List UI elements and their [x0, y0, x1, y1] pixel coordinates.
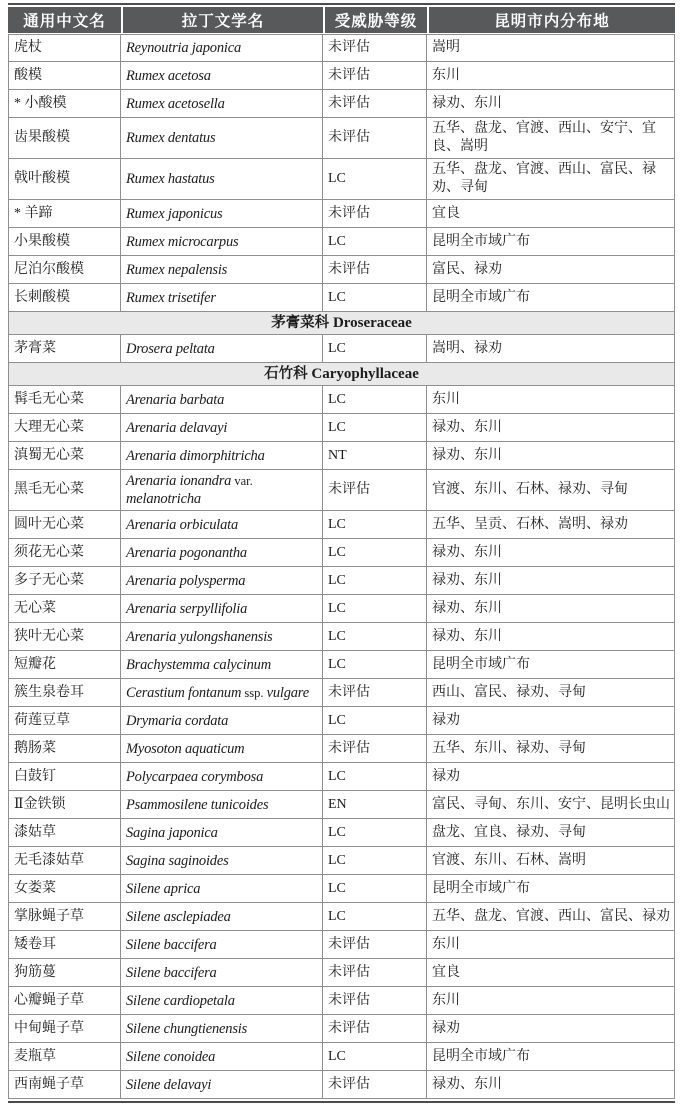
common-name-cell: 矮卷耳: [8, 931, 121, 959]
family-header-cell: [8, 312, 675, 335]
common-name-cell: 麦瓶草: [8, 1043, 121, 1071]
common-name-cell: 长刺酸模: [8, 284, 121, 312]
latin-name-segment: Myosoton aquaticum: [126, 740, 245, 757]
latin-name-cell: [121, 595, 323, 623]
status-cell: LC: [323, 707, 427, 735]
common-name-cell: 戟叶酸模: [8, 159, 121, 200]
table-row: [8, 1043, 675, 1071]
table-top-rule: [8, 3, 675, 5]
status-cell: LC: [323, 623, 427, 651]
latin-name-cell: [121, 335, 323, 363]
species-table: [8, 7, 675, 1099]
latin-name-cell: [121, 623, 323, 651]
latin-name-cell: [121, 735, 323, 763]
common-name-cell: * 小酸模: [8, 90, 121, 118]
latin-name-segment: Silene chungtienensis: [126, 1020, 248, 1037]
common-name-cell: 虎杖: [8, 34, 121, 62]
latin-name-segment: Rumex japonicus: [126, 205, 223, 222]
distribution-cell: 富民、禄劝: [427, 256, 675, 284]
latin-name-cell: [121, 228, 323, 256]
family-name-latin: Caryophyllaceae: [307, 365, 419, 382]
table-row: [8, 595, 675, 623]
header-common-name: 通用中文名: [8, 7, 121, 34]
status-cell: LC: [323, 903, 427, 931]
common-name-cell: 心瓣蝇子草: [8, 987, 121, 1015]
distribution-cell: 嵩明: [427, 34, 675, 62]
distribution-cell: 禄劝: [427, 1015, 675, 1043]
latin-name-segment: Rumex acetosa: [126, 67, 211, 84]
status-cell: 未评估: [323, 256, 427, 284]
common-name-cell: 酸模: [8, 62, 121, 90]
status-cell: LC: [323, 511, 427, 539]
table-row: [8, 118, 675, 159]
distribution-cell: 禄劝: [427, 707, 675, 735]
latin-name-cell: [121, 386, 323, 414]
latin-name-segment: Reynoutria japonica: [126, 40, 241, 56]
family-name-latin: Droseraceae: [329, 314, 412, 331]
status-cell: LC: [323, 414, 427, 442]
table-row: [8, 791, 675, 819]
common-name-cell: 鹅肠菜: [8, 735, 121, 763]
distribution-cell: 昆明全市域广布: [427, 1043, 675, 1071]
latin-name-cell: [121, 819, 323, 847]
table-row: [8, 159, 675, 200]
latin-name-segment: Arenaria delavayi: [126, 419, 228, 436]
latin-name-segment: Arenaria barbata: [126, 391, 225, 408]
table-row: [8, 679, 675, 707]
header-distribution: 昆明市内分布地: [427, 7, 675, 34]
distribution-cell: 东川: [427, 987, 675, 1015]
table-bottom-rule: [8, 1101, 675, 1103]
latin-name-cell: [121, 284, 323, 312]
table-row: [8, 763, 675, 791]
common-name-cell: 狗筋蔓: [8, 959, 121, 987]
table-row: [8, 442, 675, 470]
latin-name-cell: [121, 847, 323, 875]
table-row: [8, 200, 675, 228]
latin-name-segment: Arenaria orbiculata: [126, 516, 239, 533]
family-name-cn: 石竹科: [264, 365, 308, 382]
header-latin-name: 拉丁文学名: [121, 7, 323, 34]
latin-name-cell: [121, 159, 323, 200]
latin-name-segment: Arenaria polysperma: [126, 572, 246, 589]
latin-name-segment: Sagina saginoides: [126, 852, 229, 869]
latin-name-cell: [121, 931, 323, 959]
latin-name-cell: [121, 90, 323, 118]
latin-name-segment: var.: [231, 474, 253, 488]
latin-name-cell: [121, 791, 323, 819]
distribution-cell: 禄劝、东川: [427, 414, 675, 442]
table-row: [8, 1071, 675, 1099]
distribution-cell: 禄劝、东川: [427, 1071, 675, 1099]
latin-name-segment: Arenaria dimorphitricha: [126, 447, 265, 464]
common-name-cell: 须花无心菜: [8, 539, 121, 567]
common-name-cell: 多子无心菜: [8, 567, 121, 595]
distribution-cell: 富民、寻甸、东川、安宁、昆明长虫山: [427, 791, 675, 819]
status-cell: 未评估: [323, 62, 427, 90]
latin-name-cell: [121, 1015, 323, 1043]
common-name-cell: 荷莲豆草: [8, 707, 121, 735]
latin-name-cell: [121, 1071, 323, 1099]
status-cell: 未评估: [323, 679, 427, 707]
latin-name-segment: Polycarpaea corymbosa: [126, 768, 264, 785]
common-name-cell: 髯毛无心菜: [8, 386, 121, 414]
latin-name-segment: Rumex nepalensis: [126, 261, 228, 278]
table-row: [8, 903, 675, 931]
common-name-cell: Ⅱ金铁锁: [8, 791, 121, 819]
latin-name-segment: melanotricha: [126, 491, 201, 507]
common-name-cell: 小果酸模: [8, 228, 121, 256]
status-cell: LC: [323, 651, 427, 679]
latin-name-cell: [121, 511, 323, 539]
latin-name-segment: Rumex trisetifer: [126, 289, 216, 306]
status-cell: 未评估: [323, 470, 427, 511]
latin-name-cell: [121, 470, 323, 511]
header-threat-level: 受威胁等级: [323, 7, 427, 34]
latin-name-segment: Arenaria ionandra: [126, 473, 232, 489]
table-row: [8, 847, 675, 875]
distribution-cell: 禄劝、东川: [427, 595, 675, 623]
table-row: [8, 62, 675, 90]
table-row: [8, 284, 675, 312]
distribution-cell: 东川: [427, 386, 675, 414]
status-cell: LC: [323, 228, 427, 256]
table-header-row: [8, 7, 675, 34]
latin-name-cell: [121, 34, 323, 62]
latin-name-cell: [121, 707, 323, 735]
common-name-cell: 短瓣花: [8, 651, 121, 679]
latin-name-segment: Rumex acetosella: [126, 95, 225, 112]
distribution-cell: 嵩明、禄劝: [427, 335, 675, 363]
table-row: [8, 34, 675, 62]
common-name-cell: 茅膏菜: [8, 335, 121, 363]
table-row: [8, 651, 675, 679]
latin-name-cell: [121, 987, 323, 1015]
table-row: [8, 959, 675, 987]
latin-name-segment: Silene cardiopetala: [126, 992, 235, 1009]
status-cell: LC: [323, 335, 427, 363]
distribution-cell: 五华、盘龙、官渡、西山、富民、禄劝: [427, 903, 675, 931]
distribution-cell: 昆明全市域广布: [427, 651, 675, 679]
table-row: [8, 707, 675, 735]
latin-name-cell: [121, 62, 323, 90]
distribution-cell: 昆明全市域广布: [427, 284, 675, 312]
latin-name-cell: [121, 256, 323, 284]
distribution-cell: 禄劝、东川: [427, 90, 675, 118]
distribution-cell: 五华、盘龙、官渡、西山、富民、禄劝、寻甸: [427, 159, 675, 200]
common-name-cell: 无毛漆姑草: [8, 847, 121, 875]
latin-name-cell: [121, 875, 323, 903]
distribution-cell: 东川: [427, 931, 675, 959]
latin-name-segment: Rumex microcarpus: [126, 233, 239, 250]
latin-name-cell: [121, 679, 323, 707]
latin-name-cell: [121, 763, 323, 791]
distribution-cell: 官渡、东川、石林、嵩明: [427, 847, 675, 875]
table-row: [8, 987, 675, 1015]
latin-name-segment: Silene conoidea: [126, 1048, 216, 1065]
latin-name-cell: [121, 1043, 323, 1071]
common-name-cell: 簇生泉卷耳: [8, 679, 121, 707]
distribution-cell: 宜良: [427, 959, 675, 987]
table-row: [8, 539, 675, 567]
distribution-cell: 禄劝、东川: [427, 539, 675, 567]
latin-name-segment: ssp.: [241, 685, 267, 700]
status-cell: LC: [323, 819, 427, 847]
distribution-cell: 昆明全市域广布: [427, 228, 675, 256]
status-cell: 未评估: [323, 959, 427, 987]
common-name-cell: 白鼓钉: [8, 763, 121, 791]
status-cell: 未评估: [323, 1015, 427, 1043]
latin-name-cell: [121, 442, 323, 470]
status-cell: 未评估: [323, 987, 427, 1015]
table-row: [8, 931, 675, 959]
status-cell: LC: [323, 159, 427, 200]
latin-name-segment: Drymaria cordata: [126, 712, 229, 729]
status-cell: LC: [323, 1043, 427, 1071]
status-cell: 未评估: [323, 34, 427, 62]
table-row: [8, 414, 675, 442]
latin-name-segment: Arenaria yulongshanensis: [126, 628, 273, 645]
table-row: [8, 90, 675, 118]
common-name-cell: 狭叶无心菜: [8, 623, 121, 651]
latin-name-segment: Cerastium fontanum: [126, 684, 242, 701]
latin-name-segment: Silene baccifera: [126, 936, 217, 953]
table-row: [8, 735, 675, 763]
table-row: [8, 228, 675, 256]
latin-name-segment: Arenaria serpyllifolia: [126, 600, 248, 617]
distribution-cell: 五华、东川、禄劝、寻甸: [427, 735, 675, 763]
latin-name-segment: Brachystemma calycinum: [126, 656, 271, 673]
common-name-cell: 掌脉蝇子草: [8, 903, 121, 931]
latin-name-segment: Silene delavayi: [126, 1076, 212, 1093]
table-header: [8, 7, 675, 34]
common-name-cell: 尼泊尔酸模: [8, 256, 121, 284]
status-cell: 未评估: [323, 735, 427, 763]
latin-name-segment: Silene asclepiadea: [126, 908, 231, 925]
distribution-cell: 禄劝、东川: [427, 623, 675, 651]
latin-name-cell: [121, 651, 323, 679]
status-cell: LC: [323, 567, 427, 595]
latin-name-cell: [121, 903, 323, 931]
family-row: [8, 312, 675, 335]
distribution-cell: 禄劝、东川: [427, 567, 675, 595]
table-row: [8, 875, 675, 903]
species-table-body: [8, 34, 675, 1099]
common-name-cell: 圆叶无心菜: [8, 511, 121, 539]
distribution-cell: 西山、富民、禄劝、寻甸: [427, 679, 675, 707]
latin-name-cell: [121, 959, 323, 987]
latin-name-segment: Psammosilene tunicoides: [126, 796, 269, 813]
latin-name-segment: vulgare: [266, 684, 309, 701]
status-cell: 未评估: [323, 931, 427, 959]
distribution-cell: 禄劝、东川: [427, 442, 675, 470]
latin-name-cell: [121, 539, 323, 567]
table-row: [8, 386, 675, 414]
status-cell: LC: [323, 539, 427, 567]
table-row: [8, 623, 675, 651]
status-cell: NT: [323, 442, 427, 470]
common-name-cell: 西南蝇子草: [8, 1071, 121, 1099]
status-cell: EN: [323, 791, 427, 819]
status-cell: LC: [323, 847, 427, 875]
common-name-cell: 无心菜: [8, 595, 121, 623]
status-cell: LC: [323, 386, 427, 414]
common-name-cell: 黑毛无心菜: [8, 470, 121, 511]
table-row: [8, 567, 675, 595]
distribution-cell: 禄劝: [427, 763, 675, 791]
latin-name-segment: Rumex dentatus: [126, 130, 216, 146]
table-row: [8, 511, 675, 539]
status-cell: 未评估: [323, 200, 427, 228]
family-header-cell: [8, 363, 675, 386]
latin-name-segment: Silene aprica: [126, 880, 201, 897]
common-name-cell: 滇蜀无心菜: [8, 442, 121, 470]
common-name-cell: 中甸蝇子草: [8, 1015, 121, 1043]
distribution-cell: 五华、盘龙、官渡、西山、安宁、宜良、嵩明: [427, 118, 675, 159]
latin-name-cell: [121, 200, 323, 228]
distribution-cell: 盘龙、宜良、禄劝、寻甸: [427, 819, 675, 847]
latin-name-segment: Arenaria pogonantha: [126, 544, 247, 561]
table-row: [8, 256, 675, 284]
latin-name-cell: [121, 118, 323, 159]
table-row: [8, 335, 675, 363]
status-cell: LC: [323, 763, 427, 791]
latin-name-cell: [121, 414, 323, 442]
family-name-cn: 茅膏菜科: [271, 314, 330, 331]
status-cell: LC: [323, 284, 427, 312]
status-cell: LC: [323, 875, 427, 903]
distribution-cell: 官渡、东川、石林、禄劝、寻甸: [427, 470, 675, 511]
distribution-cell: 宜良: [427, 200, 675, 228]
family-row: [8, 363, 675, 386]
latin-name-cell: [121, 567, 323, 595]
common-name-cell: 女娄菜: [8, 875, 121, 903]
distribution-cell: 五华、呈贡、石林、嵩明、禄劝: [427, 511, 675, 539]
common-name-cell: * 羊蹄: [8, 200, 121, 228]
common-name-cell: 齿果酸模: [8, 118, 121, 159]
latin-name-segment: Sagina japonica: [126, 824, 218, 841]
distribution-cell: 东川: [427, 62, 675, 90]
table-row: [8, 470, 675, 511]
table-row: [8, 819, 675, 847]
status-cell: 未评估: [323, 90, 427, 118]
latin-name-segment: Rumex hastatus: [126, 171, 215, 187]
status-cell: 未评估: [323, 118, 427, 159]
table-row: [8, 1015, 675, 1043]
status-cell: 未评估: [323, 1071, 427, 1099]
distribution-cell: 昆明全市域广布: [427, 875, 675, 903]
latin-name-segment: Silene baccifera: [126, 964, 217, 981]
common-name-cell: 漆姑草: [8, 819, 121, 847]
common-name-cell: 大理无心菜: [8, 414, 121, 442]
status-cell: LC: [323, 595, 427, 623]
latin-name-segment: Drosera peltata: [126, 340, 215, 357]
